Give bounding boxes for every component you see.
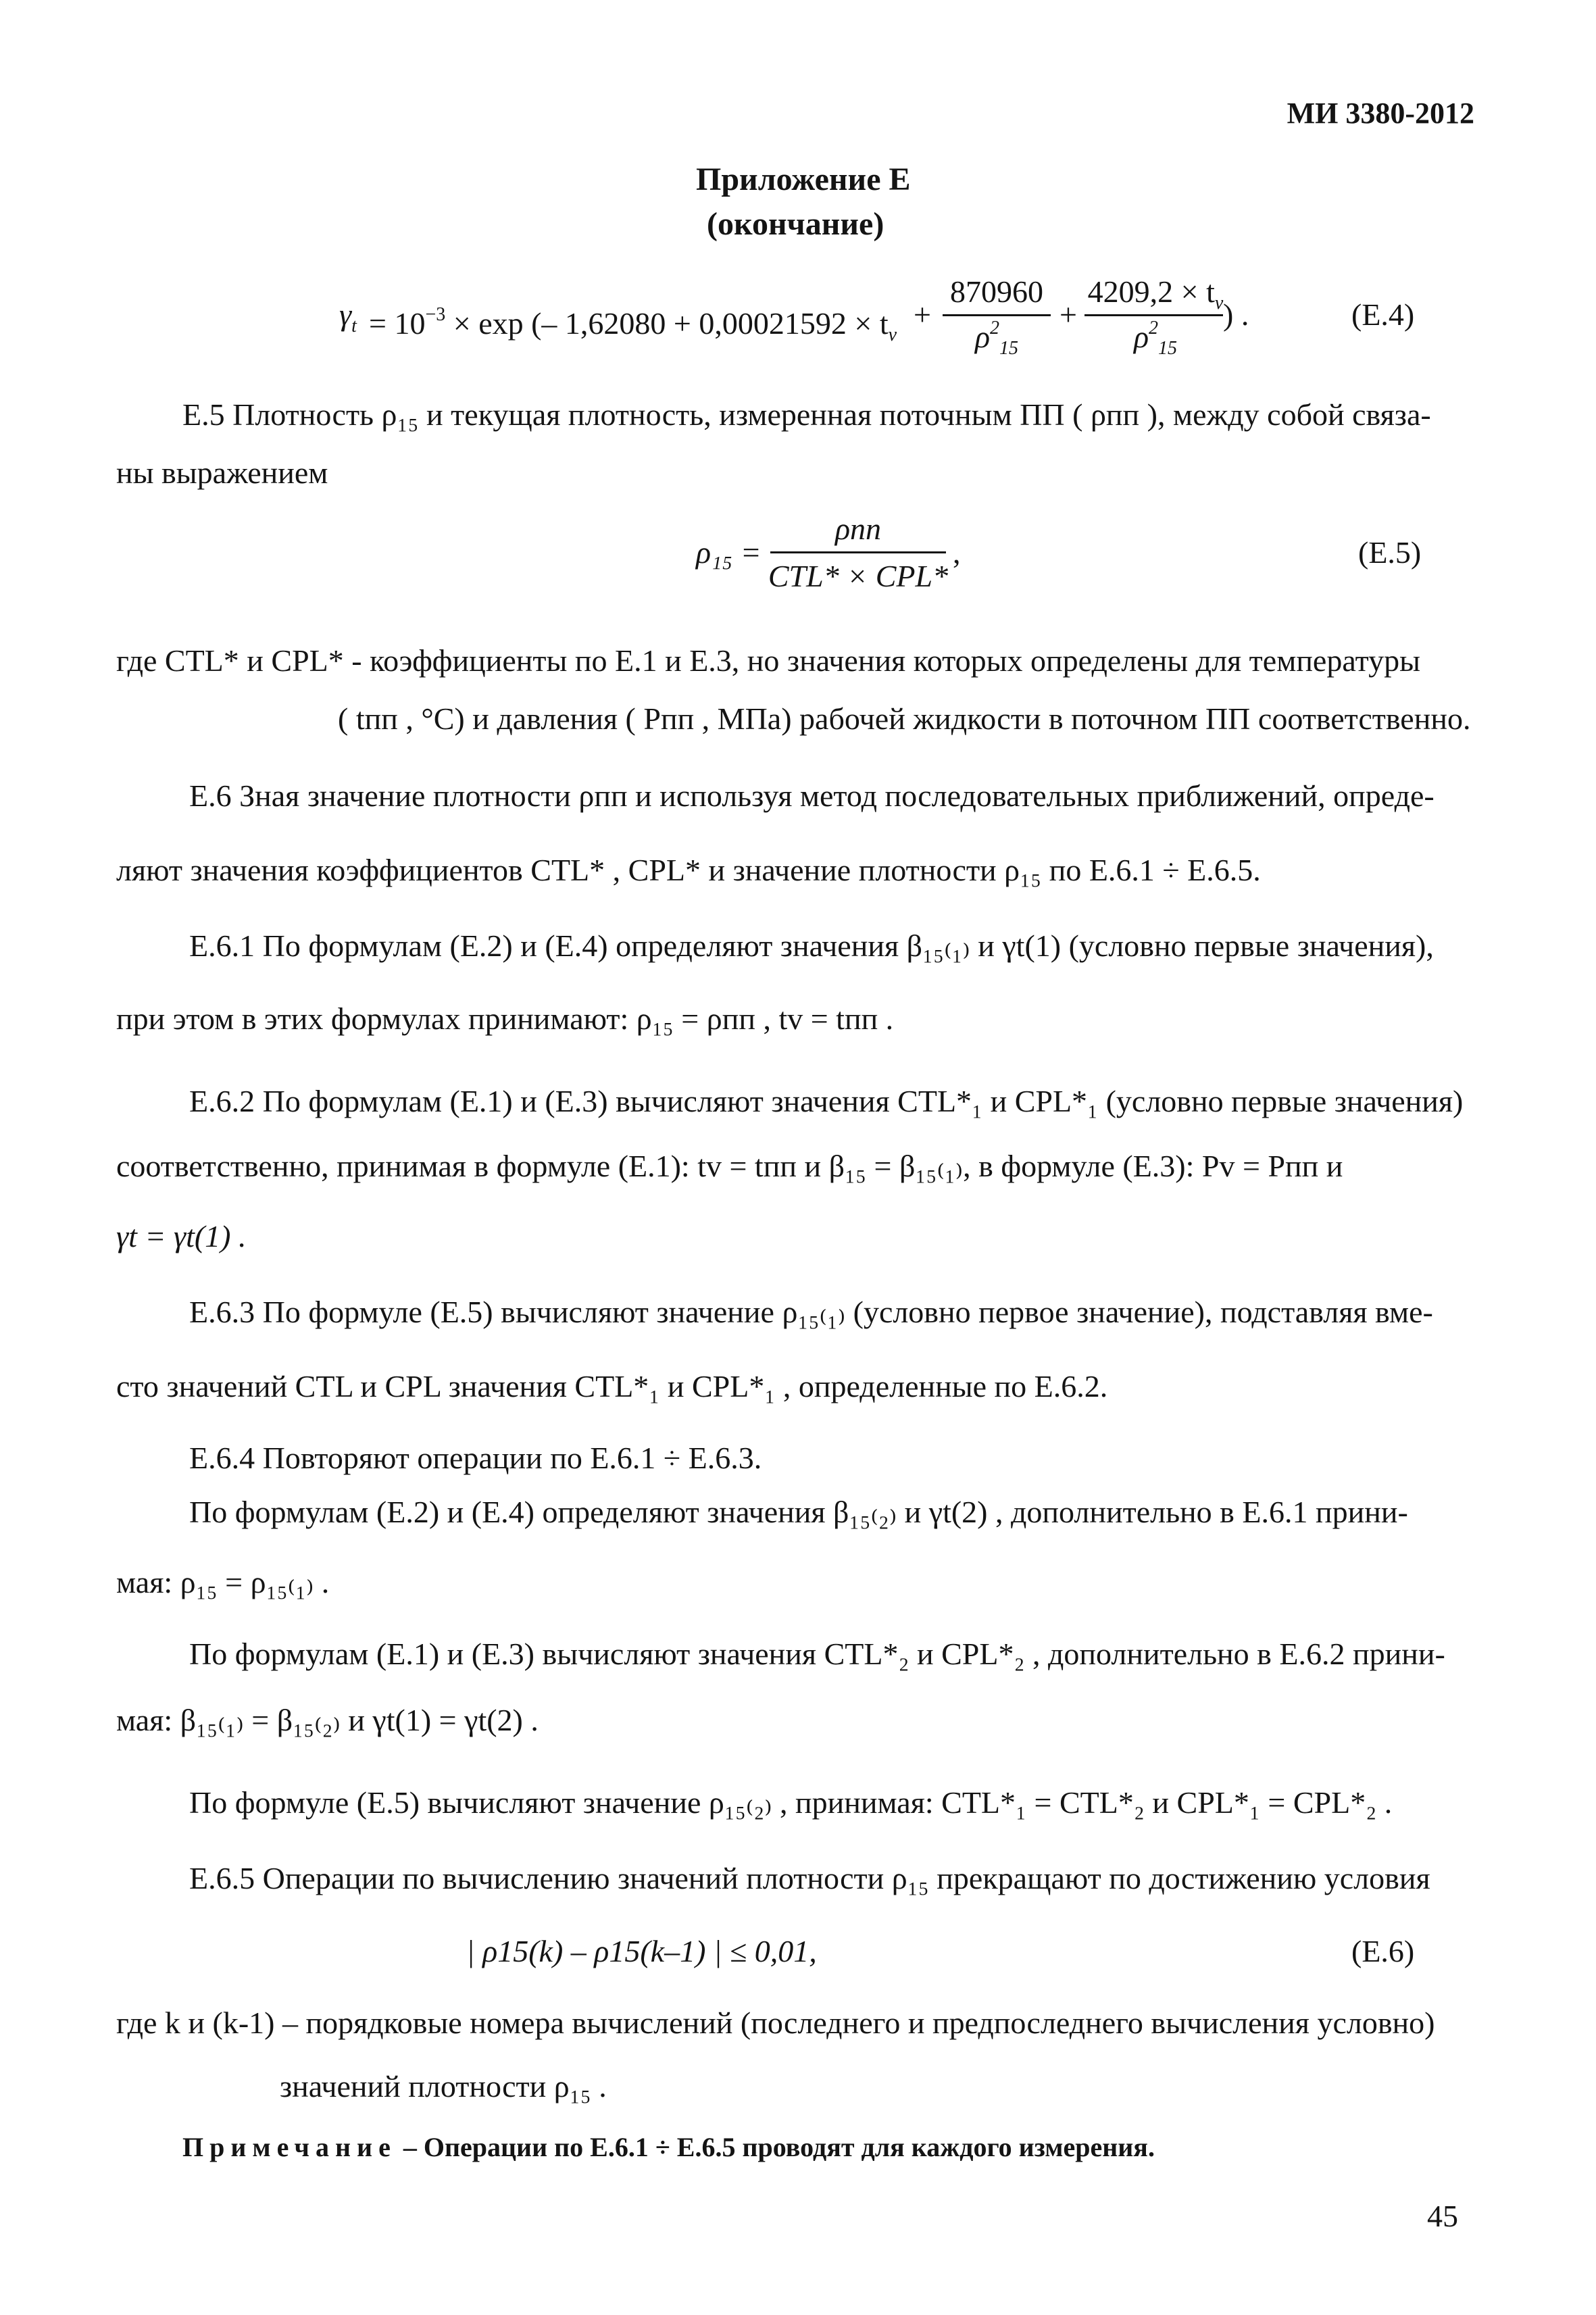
note — [182, 2129, 1155, 2166]
para-e64-line1: Е.6.4 Повторяют операции по Е.6.1 ÷ Е.6.3. — [189, 1441, 762, 1475]
formula-e4-frac2-numtext: 4209,2 × t — [1087, 274, 1215, 309]
formula-e4-frac1-den — [939, 318, 1054, 359]
para-e64-line2: По формулам (Е.2) и (Е.4) определяют значения β₁₅₍₂₎ и γt(2) , дополнительно в Е.6.1 прини- — [189, 1495, 1408, 1529]
document-id: МИ 3380-2012 — [1287, 97, 1474, 130]
formula-e4-eq-start: = 10 — [369, 306, 426, 341]
para-e61-line1: Е.6.1 По формулам (Е.2) и (Е.4) определяют значения β₁₅₍₁₎ и γt(1) (условно первые значения), — [189, 928, 1434, 963]
appendix-subtitle: (окончание) — [707, 206, 884, 242]
formula-e5-num: ρпп — [834, 512, 882, 546]
formula-e4-frac1-num: 870960 — [950, 274, 1043, 309]
formula-e5-label: (Е.5) — [1358, 535, 1422, 570]
formula-e5-trail: , — [953, 535, 961, 570]
para-e64-line6: По формуле (Е.5) вычисляют значение ρ₁₅₍₂₎ , принимая: CTL*₁ = CTL*₂ и CPL*₁ = CPL*₂ . — [189, 1785, 1393, 1820]
note-label: Примечание — [182, 2132, 397, 2162]
formula-e4-frac2-sup: 2 — [1149, 318, 1159, 339]
formula-e5-bar — [770, 551, 946, 553]
para-e6-line2: ляют значения коэффициентов CTL* , CPL* и значение плотности ρ₁₅ по Е.6.1 ÷ Е.6.5. — [116, 853, 1261, 887]
formula-e4-mid: × exp (– 1,62080 + 0,00021592 × t — [445, 306, 889, 341]
para-e62-line3: γt = γt(1) . — [116, 1219, 247, 1253]
formula-e6-expr: | ρ15(k) – ρ15(k–1) | ≤ 0,01, — [466, 1934, 817, 1968]
formula-e4-gamma: γ — [339, 297, 352, 332]
where-e5-line1: где CTL* и CPL* - коэффициенты по Е.1 и Е.3, но значения которых определены для температуры — [116, 643, 1420, 678]
para-e62-line1: Е.6.2 По формулам (Е.1) и (Е.3) вычисляют значения CTL*₁ и CPL*₁ (условно первые значения) — [189, 1084, 1464, 1118]
para-e61-line2: при этом в этих формулах принимают: ρ₁₅ = ρпп , tv = tпп . — [116, 1001, 894, 1036]
formula-e6-label: (Е.6) — [1351, 1934, 1415, 1968]
where-e6-line1: где k и (k-1) – порядковые номера вычислений (последнего и предпоследнего вычисления условно) — [116, 2006, 1435, 2040]
formula-e5-lhs: ρ₁₅ = — [696, 535, 762, 570]
formula-e4-body — [369, 296, 897, 354]
para-e63-line1: Е.6.3 По формуле (Е.5) вычисляют значение ρ₁₅₍₁₎ (условно первое значение), подставляя вме- — [189, 1295, 1433, 1329]
para-e64-line5: мая: β₁₅₍₁₎ = β₁₅₍₂₎ и γt(1) = γt(2) . — [116, 1703, 539, 1737]
formula-e4-frac2-rho: ρ — [1133, 320, 1149, 354]
formula-e4-frac1-bar — [943, 314, 1051, 316]
formula-e4-gamma-sub: t — [351, 316, 357, 337]
formula-e4-frac2-bar — [1084, 314, 1223, 316]
page-number: 45 — [1427, 2199, 1458, 2233]
formula-e4-close: ) . — [1223, 297, 1249, 332]
para-e65-line1: Е.6.5 Операции по вычислению значений плотности ρ₁₅ прекращают по достижению условия — [189, 1861, 1430, 1895]
formula-e4-frac1-sub: 15 — [999, 338, 1019, 359]
para-e5-line1: Е.5 Плотность ρ₁₅ и текущая плотность, измеренная поточным ПП ( ρпп ), между собой связа- — [182, 397, 1431, 432]
formula-e4-frac2-den — [1081, 318, 1230, 359]
para-e64-line4: По формулам (Е.1) и (Е.3) вычисляют значения CTL*₂ и CPL*₂ , дополнительно в Е.6.2 прини- — [189, 1637, 1445, 1671]
formula-e4-frac2-sub: 15 — [1158, 338, 1178, 359]
para-e6-line1: Е.6 Зная значение плотности ρпп и используя метод последовательных приближений, опреде- — [189, 778, 1435, 813]
note-text: – Операции по Е.6.1 ÷ Е.6.5 проводят для каждого измерения. — [396, 2132, 1155, 2162]
para-e62-line2: соответственно, принимая в формуле (Е.1): tv = tпп и β₁₅ = β₁₅₍₁₎, в формуле (Е.3): Pv = Pпп и — [116, 1149, 1343, 1183]
para-e5-line2: ны выражением — [116, 455, 328, 490]
formula-e4-plus2: + — [1059, 297, 1077, 332]
formula-e4-power: −3 — [425, 304, 446, 325]
para-e64-line3: мая: ρ₁₅ = ρ₁₅₍₁₎ . — [116, 1565, 330, 1599]
formula-e4-frac1-sup: 2 — [990, 318, 1000, 339]
formula-e4-mid-sub: v — [888, 324, 897, 345]
where-e6-line2: значений плотности ρ₁₅ . — [280, 2069, 607, 2104]
appendix-title: Приложение Е — [696, 161, 911, 197]
where-e5-line2: ( tпп , °С) и давления ( Pпп , МПа) рабочей жидкости в поточном ПП соответственно. — [338, 701, 1471, 736]
formula-e4-frac2-num — [1081, 274, 1230, 314]
formula-e4-label: (Е.4) — [1351, 297, 1415, 332]
para-e63-line2: сто значений CTL и CPL значения CTL*₁ и CPL*₁ , определенные по Е.6.2. — [116, 1369, 1108, 1403]
formula-e5-den: CTL* × CPL* — [768, 559, 949, 593]
formula-e4-frac2-num-sub: v — [1214, 293, 1224, 314]
formula-e4-lhs — [339, 296, 357, 345]
formula-e4-plus1: + — [914, 297, 931, 332]
formula-e4-frac1-rho: ρ — [974, 320, 991, 354]
